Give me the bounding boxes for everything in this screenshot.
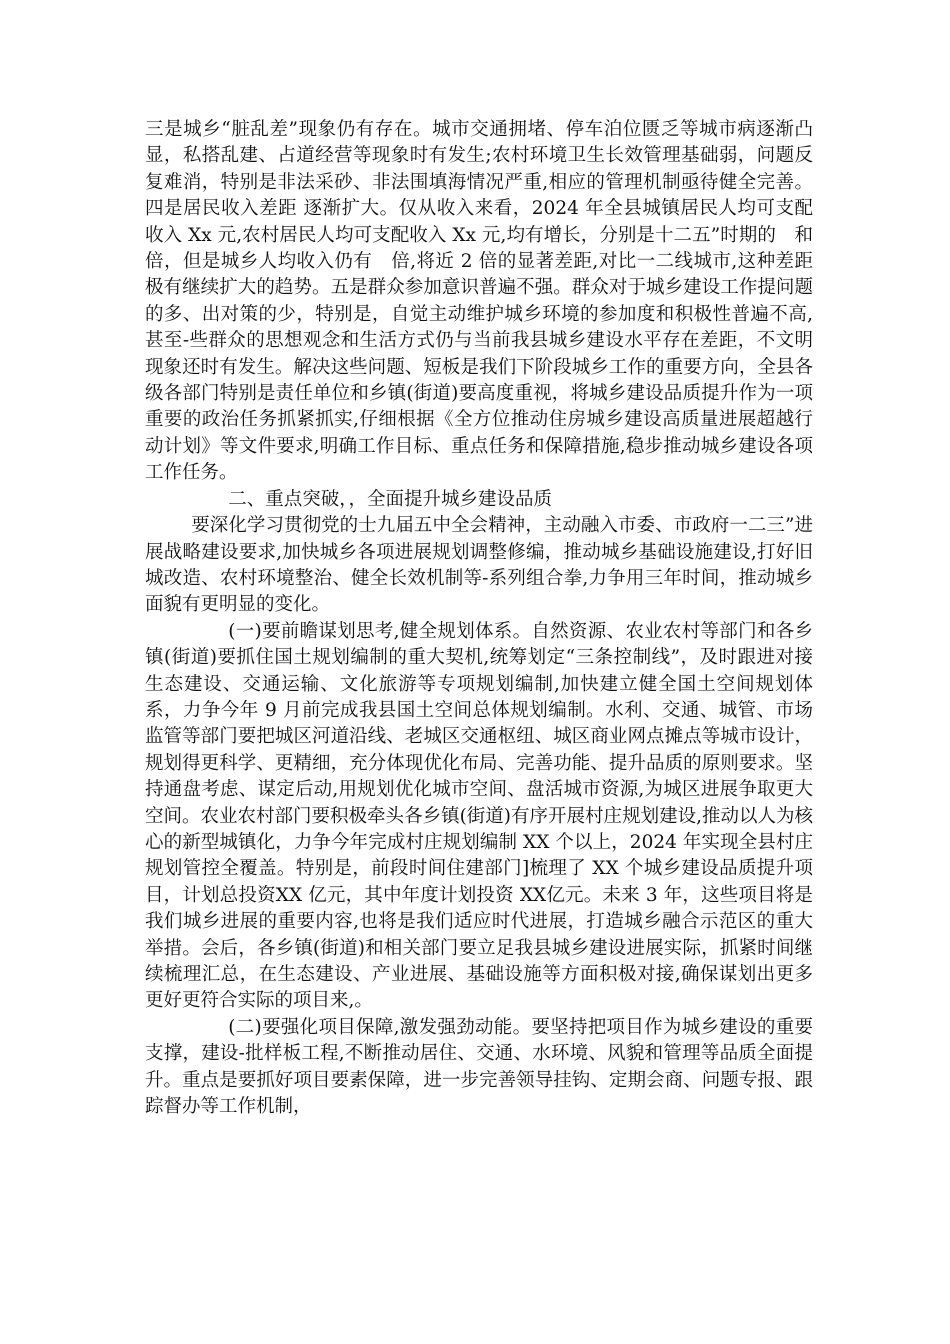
document-page — [145, 117, 832, 1120]
paragraph-item-2-projects: (二)要强化项目保障,激发强劲动能。要坚持把项目作为城乡建设的重要支撑，建设-批样板工程,不断推动居住、交通、水环境、风貌和管理等品质全面提升。重点是要抓好项目要素保障，进一步完善领导挂钩、定期会商、问题专报、跟踪督办等工作机制， — [145, 1016, 813, 1118]
paragraph-problems-3-5: 三是城乡“脏乱差”现象仍有存在。城市交通拥堵、停车泊位匮乏等城市病逐渐凸显，私搭乱建、占道经营等现象时有发生;农村环境卫生长效管理基础弱，问题反复难消，特别是非法采砂、非法围填海情况严重,相应的管理机制亟待健全完善。四是居民收入差距 逐渐扩大。仅从收入来看，2024 年全县城镇居民人均可支配收入 Xx 元,农村居民人均可支配收入 Xx 元,均有增长，分别是十二五”时期的 和 倍，但是城乡人均收入仍有 倍,将近 2 倍的显著差距,对比一二线城市,这种差距极有继续扩大的趋势。五是群众参加意识普遍不强。群众对于城乡建设工作提问题的多、出对策的少，特别是，自觉主动维护城乡环境的参加度和积极性普遍不高,甚至-些群众的思想观念和生活方式仍与当前我县城乡建设水平存在差距，不文明现象还时有发生。解决这些问题、短板是我们下阶段城乡工作的重要方向，全县各级各部门特别是责任单位和乡镇(街道)要高度重视，将城乡建设品质提升作为一项重要的政治任务抓紧抓实,仔细根据《全方位推动住房城乡建设高质量进展超越行动计划》等文件要求,明确工作目标、重点任务和保障措施,稳步推动城乡建设各项工作任务。 — [145, 119, 832, 484]
section-heading-2: 二、重点突破，，全面提升城乡建设品质 — [228, 488, 553, 510]
paragraph-item-1-planning: (一)要前瞻谋划思考,健全规划体系。自然资源、农业农村等部门和各乡镇(街道)要抓住国土规划编制的重大契机,统筹划定“三条控制线”，及时跟进对接生态建设、交通运输、文化旅游等专项规划编制,加快建立健全国土空间规划体系，力争今年 9 月前完成我县国土空间总体规划编制。水利、交通、城管、市场监管等部门要把城区河道沿线、老城区交通枢纽、城区商业网点摊点等城市设计，规划得更科学、更精细，充分体现优化布局、完善功能、提升品质的原则要求。坚持通盘考虑、谋定后动,用规划优化城市空间、盘活城市资源,为城区进展争取更大空间。农业农村部门要积极牵头各乡镇(街道)有序开展村庄规划建设,推动以人为核心的新型城镇化，力争今年完成村庄规划编制 XX 个以上，2024 年实现全县村庄规划管控全覆盖。特别是，前段时间住建部门]梳理了 XX 个城乡建设品质提升项目，计划总投资XX 亿元，其中年度计划投资 XX亿元。未来 3 年，这些项目将是我们城乡进展的重要内容,也将是我们适应时代进展，打造城乡融合示范区的重大举措。会后，各乡镇(街道)和相关部门要立足我县城乡建设进展实际，抓紧时间继续梳理汇总，在生态建设、产业进展、基础设施等方面积极对接,确保谋划出更多更好更符合实际的项目来,。 — [145, 620, 813, 1012]
paragraph-intro-section-2: 要深化学习贯彻党的士九届五中全会精神，主动融入市委、市政府一二三”进展战略建设要求,加快城乡各项进展规划调整修编，推动城乡基础设施建设,打好旧城改造、农村环境整治、健全长效机制等-系列组合拳,力争用三年时间，推动城乡面貌有更明显的变化。 — [145, 515, 813, 616]
